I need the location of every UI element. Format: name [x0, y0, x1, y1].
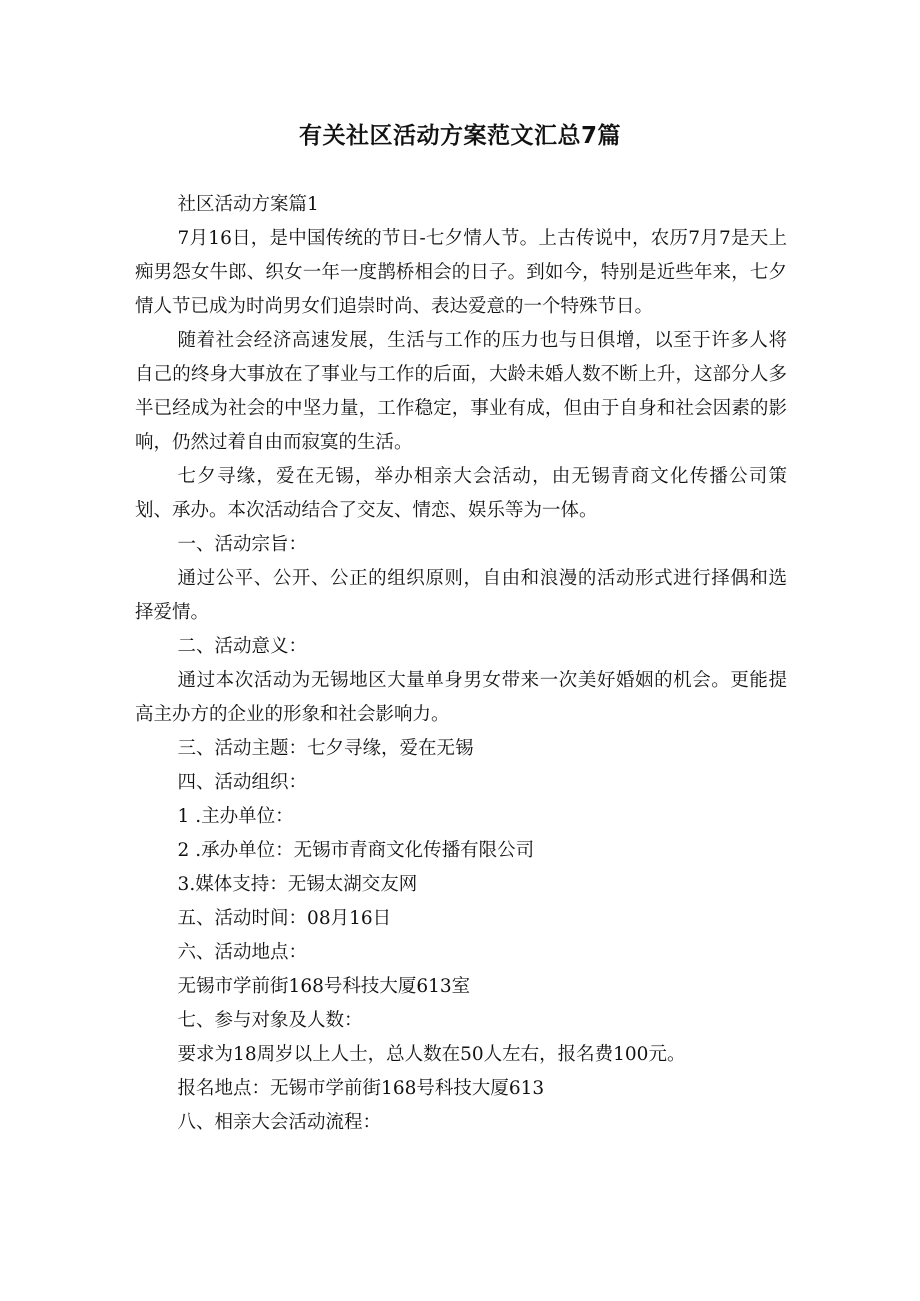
heading-location: 六、活动地点：	[177, 942, 308, 963]
paragraph-participants: 要求为18周岁以上人士，总人数在50人左右，报名费100元。	[177, 1044, 686, 1065]
list-item-media-support: 3.媒体支持：无锡太湖交友网	[177, 874, 418, 895]
document-body	[135, 188, 787, 1140]
heading-organization: 四、活动组织：	[177, 772, 308, 793]
heading-theme: 三、活动主题：七夕寻缘，爱在无锡	[177, 738, 474, 759]
heading-purpose: 一、活动宗旨：	[177, 534, 308, 555]
paragraph-background: 随着社会经济高速发展，生活与工作的压力也与日俱增，以至于许多人将自己的终身大事放在了事业与工作的后面，大龄未婚人数不断上升，这部分人多半已经成为社会的中坚力量，工作稳定，事业有成，但由于自身和社会因素的影响，仍然过着自由而寂寞的生活。	[135, 330, 787, 453]
paragraph-event-summary: 七夕寻缘，爱在无锡，举办相亲大会活动，由无锡青商文化传播公司策划、承办。本次活动结合了交友、情恋、娱乐等为一体。	[135, 466, 787, 521]
paragraph-location: 无锡市学前街168号科技大厦613室	[177, 976, 471, 997]
list-item-co-organizer: 2 .承办单位：无锡市青商文化传播有限公司	[177, 840, 535, 861]
section-heading-plan-1: 社区活动方案篇1	[177, 194, 319, 215]
paragraph-registration-location: 报名地点：无锡市学前街168号科技大厦613	[177, 1078, 545, 1099]
document-title: 有关社区活动方案范文汇总7篇	[298, 123, 621, 149]
list-item-organizer: 1 .主办单位：	[177, 806, 294, 827]
heading-participants: 七、参与对象及人数：	[177, 1010, 363, 1031]
paragraph-significance: 通过本次活动为无锡地区大量单身男女带来一次美好婚姻的机会。更能提高主办方的企业的形象和社会影响力。	[135, 670, 787, 725]
heading-time: 五、活动时间：08月16日	[177, 908, 392, 929]
heading-process: 八、相亲大会活动流程：	[177, 1112, 382, 1133]
paragraph-purpose: 通过公平、公开、公正的组织原则，自由和浪漫的活动形式进行择偶和选择爱情。	[135, 568, 787, 623]
paragraph-qixi-intro: 7月16日，是中国传统的节日-七夕情人节。上古传说中，农历7月7是天上痴男怨女牛郎、织女一年一度鹊桥相会的日子。到如今，特别是近些年来，七夕情人节已成为时尚男女们追崇时尚、表达爱意的一个特殊节日。	[135, 228, 787, 317]
heading-significance: 二、活动意义：	[177, 636, 308, 657]
